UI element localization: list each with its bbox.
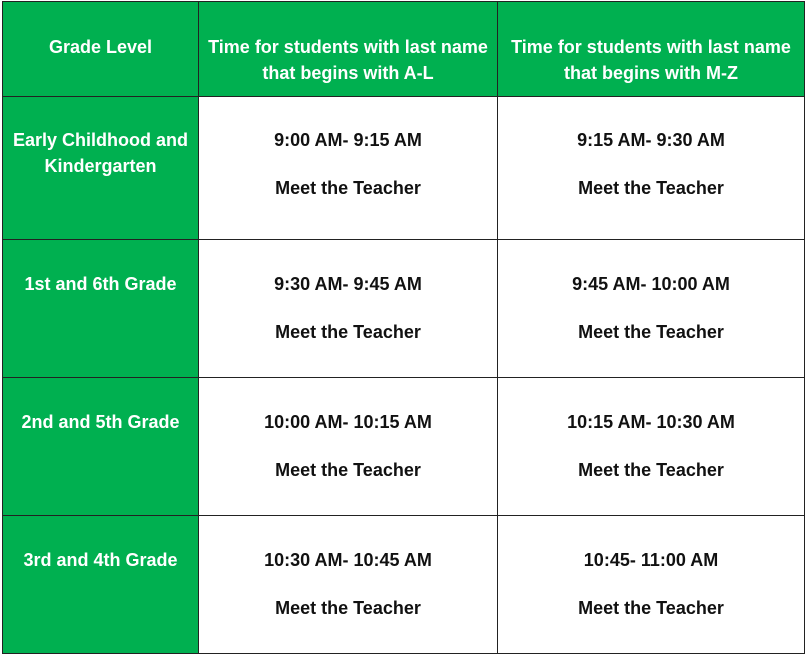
time-slot: 9:15 AM- 9:30 AM (577, 130, 725, 150)
time-cell-a-l (199, 97, 498, 240)
grade-cell (3, 516, 199, 654)
header-grade-level: Grade Level (3, 2, 199, 97)
event-label: Meet the Teacher (578, 460, 724, 480)
grade-label: 2nd and 5th Grade (21, 412, 180, 432)
time-slot: 10:30 AM- 10:45 AM (264, 550, 432, 570)
event-label: Meet the Teacher (275, 598, 421, 618)
table-row (3, 378, 805, 516)
grade-label: 3rd and 4th Grade (23, 550, 178, 570)
time-slot: 10:45- 11:00 AM (583, 550, 719, 570)
time-slot: 9:30 AM- 9:45 AM (274, 274, 422, 294)
grade-cell (3, 378, 199, 516)
time-cell-a-l (199, 378, 498, 516)
time-cell-a-l (199, 240, 498, 378)
table-row (3, 240, 805, 378)
event-label: Meet the Teacher (578, 598, 724, 618)
header-time-m-z: Time for students with last name that begins with M-Z (498, 2, 805, 97)
event-label: Meet the Teacher (275, 178, 421, 198)
header-time-a-l: Time for students with last name that begins with A-L (199, 2, 498, 97)
schedule-table (2, 1, 805, 654)
table-row (3, 516, 805, 654)
grade-label: 1st and 6th Grade (24, 274, 177, 294)
time-cell-a-l (199, 516, 498, 654)
time-cell-m-z (498, 516, 805, 654)
time-slot: 10:00 AM- 10:15 AM (264, 412, 432, 432)
time-cell-m-z (498, 378, 805, 516)
time-cell-m-z (498, 240, 805, 378)
grade-cell (3, 240, 199, 378)
time-cell-m-z (498, 97, 805, 240)
header-row (3, 2, 805, 97)
event-label: Meet the Teacher (275, 460, 421, 480)
event-label: Meet the Teacher (578, 322, 724, 342)
event-label: Meet the Teacher (275, 322, 421, 342)
time-slot: 10:15 AM- 10:30 AM (567, 412, 735, 432)
grade-cell (3, 97, 199, 240)
table-row (3, 97, 805, 240)
time-slot: 9:00 AM- 9:15 AM (274, 130, 422, 150)
grade-label: Early Childhood and Kindergarten (12, 130, 188, 176)
time-slot: 9:45 AM- 10:00 AM (572, 274, 730, 294)
event-label: Meet the Teacher (578, 178, 724, 198)
